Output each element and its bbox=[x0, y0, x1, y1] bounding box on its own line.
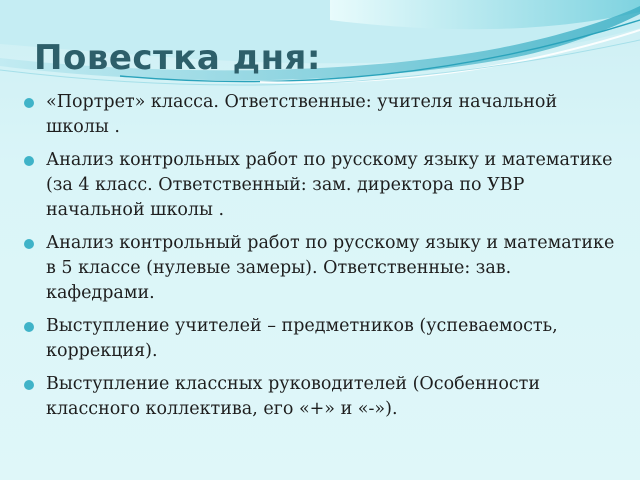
agenda-item-1 bbox=[24, 90, 620, 140]
agenda-item-4 bbox=[24, 314, 620, 364]
slide-title: Повестка дня: bbox=[34, 38, 321, 78]
agenda-item-5 bbox=[24, 372, 620, 422]
agenda-item-2 bbox=[24, 148, 620, 223]
bullet-dot-icon bbox=[24, 98, 34, 108]
agenda-item-text: Анализ контрольных работ по русскому языку и математике (за 4 класс. Ответственный: зам. директора по УВР начальной школы . bbox=[46, 150, 613, 220]
agenda-item-text: Анализ контрольный работ по русскому языку и математике в 5 классе (нулевые замеры). Ответственные: зав. кафедрами. bbox=[46, 233, 615, 303]
bullet-dot-icon bbox=[24, 156, 34, 166]
agenda-list bbox=[24, 90, 620, 430]
bullet-dot-icon bbox=[24, 239, 34, 249]
bullet-dot-icon bbox=[24, 380, 34, 390]
agenda-item-text: «Портрет» класса. Ответственные: учителя начальной школы . bbox=[46, 92, 558, 137]
agenda-item-text: Выступление учителей – предметников (успеваемость, коррекция). bbox=[46, 316, 558, 361]
agenda-item-text: Выступление классных руководителей (Особенности классного коллектива, его «+» и «-»). bbox=[46, 374, 541, 419]
agenda-item-3 bbox=[24, 231, 620, 306]
bullet-dot-icon bbox=[24, 322, 34, 332]
